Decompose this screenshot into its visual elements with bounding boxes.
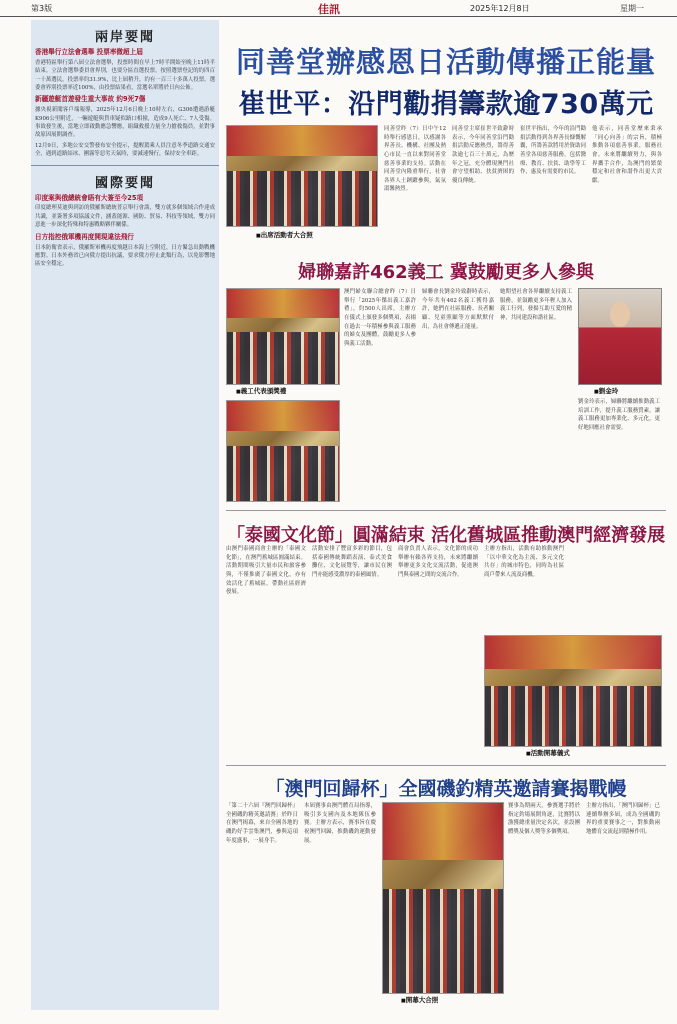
article2-column: 劉金玲表示，婦聯將繼續推動義工培訓工作，提升義工服務質素，讓義工服務更加專業化、多元化，更好地回應社會需要。	[578, 399, 660, 431]
sidebar-item-body: 日本防衛省表示，俄羅斯軍機再度飛越日本海上空附近，日方緊急出動戰機應對。日本外務省已向俄方提出抗議，要求俄方停止此類行為，以免影響地區安全穩定。	[35, 244, 215, 268]
article2-column: 她期望社會各界繼續支持義工服務，並鼓勵更多年輕人加入義工行列，發揚互助互愛的精神，共同建設和諧社區。	[500, 289, 572, 321]
sidebar-item-body: 印度總理莫迪與到訪的俄羅斯總統普京舉行會談，雙方就多個領域合作達成共識，並簽署多項協議文件，涵蓋能源、國防、貿易、科技等領域，雙方同意進一步深化特殊和特惠戰略夥伴關係。	[35, 205, 215, 229]
article2-portrait-caption: ■ 劉金玲	[594, 386, 618, 395]
article1-column: 他表示，同善堂歷來秉承「同心向善」的宗旨，積極推動各項慈善事業，服務社會。未來將繼續努力，與各界攜手合作，為澳門的繁榮穩定和社會和諧作出更大貢獻。	[592, 126, 662, 184]
article4-column: 賽事為期兩天，參賽選手將於指定釣場展開角逐，比賽將以漁獲總重量決定名次，並設團體獎及個人獎等多個獎項。	[508, 803, 580, 835]
article1-headline[interactable]: 同善堂辦感恩日活動傳播正能量	[235, 45, 656, 79]
article2-portrait	[578, 288, 662, 385]
article1-column: 崔世平指出，今年的沿門勸捐活動得到各界善長慷慨解囊，所籌善款將用於資助同善堂各項慈善服務，包括醫療、教育、扶貧、助學等工作，惠及有需要的市民。	[520, 126, 586, 176]
issue-date: 2025年12月8日	[470, 4, 530, 13]
main-content	[226, 20, 666, 1010]
article4-column: 主辦方指出，「澳門回歸杯」已連續舉辦多屆，成為全國磯釣界的重要賽事之一，對推動兩地體育交流起到積極作用。	[586, 803, 660, 835]
article1-column: 同善堂主席崔世平致辭時表示，今年同善堂沿門勸捐活動反應熱烈，籌得善款逾七百三十萬元，為歷年之冠，充分體現澳門社會守望相助、扶貧濟困的優良傳統。	[452, 126, 514, 184]
article3-column: 活動安排了豐富多彩的節目，包括泰國傳統舞蹈表演、泰式美食攤位、文化展覽等，讓市民在澳門亦能感受濃厚的泰國風情。	[312, 546, 392, 578]
article1-subheadline[interactable]: 崔世平：沿門勸捐籌款逾730萬元	[238, 89, 654, 120]
article1-column: 同善堂昨（7）日中午12時舉行感恩日，以感謝各界善長、機構、社團及熱心市民一直以來對同善堂慈善事業的支持。活動在同善堂內隆重舉行，社會各界人士踴躍參與，氣氛溫馨熱烈。	[384, 126, 446, 193]
article4-photo	[382, 802, 504, 994]
sidebar-item-headline[interactable]: 新疆遊艇首遊發生重大事故 約9死7傷	[35, 95, 146, 104]
sidebar-section-title: 國際要聞	[31, 165, 219, 191]
article2-column: 婦聯會長劉金玲致辭時表示，今年共有462名義工獲得嘉許，她們在社區服務、長者關顧、兒童照顧等方面默默付出，為社會傳遞正能量。	[422, 289, 494, 330]
article3-photo	[484, 635, 662, 747]
article2-photo-caption: ■ 義工代表頒獎禮	[236, 386, 286, 395]
article4-column: 「第二十六屆『澳門回歸杯』全國磯釣精英邀請賽」於昨日在澳門揭幕，來自全國各地的磯釣好手雲集澳門，參與這項年度盛事，一展身手。	[226, 803, 298, 844]
page-header	[0, 0, 677, 17]
sidebar-item-body: 12月9日，多地公安交警發布安全提示，提醒駕乘人員注意冬季道路交通安全，遇到道路結冰、團霧等惡劣天氣時，要減速慢行，保持安全車距。	[35, 142, 215, 158]
news-sidebar	[31, 20, 219, 1010]
sidebar-item-body: 據央視新聞客戶端報導，2025年12月6日晚上10時左右，G306遭遇游艇K906公里附近，一輛遊艇與貨車疑似路口相撞，造成9人死亡、7人受傷。事故發生後，當地立即啟動應急響應，組織救援力量全力搶救傷員，並對事故原因展開調查。	[35, 107, 215, 139]
article3-column: 主辦方指出，活動有助推動澳門「以中華文化為主流、多元文化共存」的城市特色，同時為社區商戶帶來人流及商機。	[484, 546, 564, 578]
sidebar-item-headline[interactable]: 日方指控俄軍機再度開現違法飛行	[35, 232, 134, 241]
article2-column: 澳門婦女聯合總會昨（7）日舉行「2025年傑出義工嘉許禮」，約500人出席，主辦方在儀式上頒發多個獎項，表揚在過去一年積極參與義工服務的婦女及團體，鼓勵更多人參與義工活動。	[344, 289, 416, 347]
sidebar-item-headline[interactable]: 香港舉行立法會選舉 投票率微超上屆	[35, 48, 143, 56]
weekday: 星期一	[620, 4, 644, 13]
article1-photo	[226, 125, 378, 227]
sidebar-item-body: 香港特區舉行第八屆立法會選舉，投票時間在早上7時半開始至晚上11時半結束。立法會選舉委員會界別，也要分區直選投票。按照選票登記的約四百一十萬選民，投票率約31.9%，比上屆稍升，約有一百三十多萬人投票。選委會界別投票率近100%，由投票結果看，當選名單將於日內公佈。	[35, 59, 215, 92]
article2-photo	[226, 288, 340, 385]
article3-photo-caption: ■ 活動開幕儀式	[526, 748, 570, 757]
article1-photo-caption: ■ 出席活動者大合照	[256, 230, 313, 239]
sidebar-item-headline[interactable]: 印度案與俄總統會晤有大簽至今25項	[35, 193, 144, 202]
article4-photo-caption: ■ 開幕大合照	[401, 995, 438, 1004]
article3-column: 商會負責人表示，文化節的成功舉辦有賴各界支持，未來將繼續舉辦更多文化交流活動，促進澳門與泰國之間的交流合作。	[398, 546, 478, 578]
page-number: 第3版	[31, 4, 53, 13]
article3-headline[interactable]: 「泰國文化節」圓滿結束 活化舊城區推動澳門經濟發展	[226, 510, 666, 547]
article4-column: 本屆賽事由澳門體育局指導，吸引多支國內及本地隊伍參賽。主辦方表示，賽事旨在慶祝澳門回歸，推動磯釣運動發展。	[304, 803, 376, 844]
article2-photo-2	[226, 400, 340, 502]
newspaper-logo: 佳訊	[318, 3, 340, 16]
article2-headline[interactable]: 婦聯嘉許462義工 冀鼓勵更多人參與	[298, 262, 594, 283]
sidebar-section-title: 兩岸要聞	[94, 30, 155, 45]
article4-headline[interactable]: 「澳門回歸杯」全國磯釣精英邀請賽揭戰幔	[226, 765, 666, 801]
article3-column: 由澳門泰國商會主辦的「泰國文化節」，在澳門舊城區圓滿結束。活動期間吸引大量市民和旅客參與，不僅推廣了泰國文化，亦有效活化了舊城區，帶動社區經濟發展。	[226, 546, 306, 596]
